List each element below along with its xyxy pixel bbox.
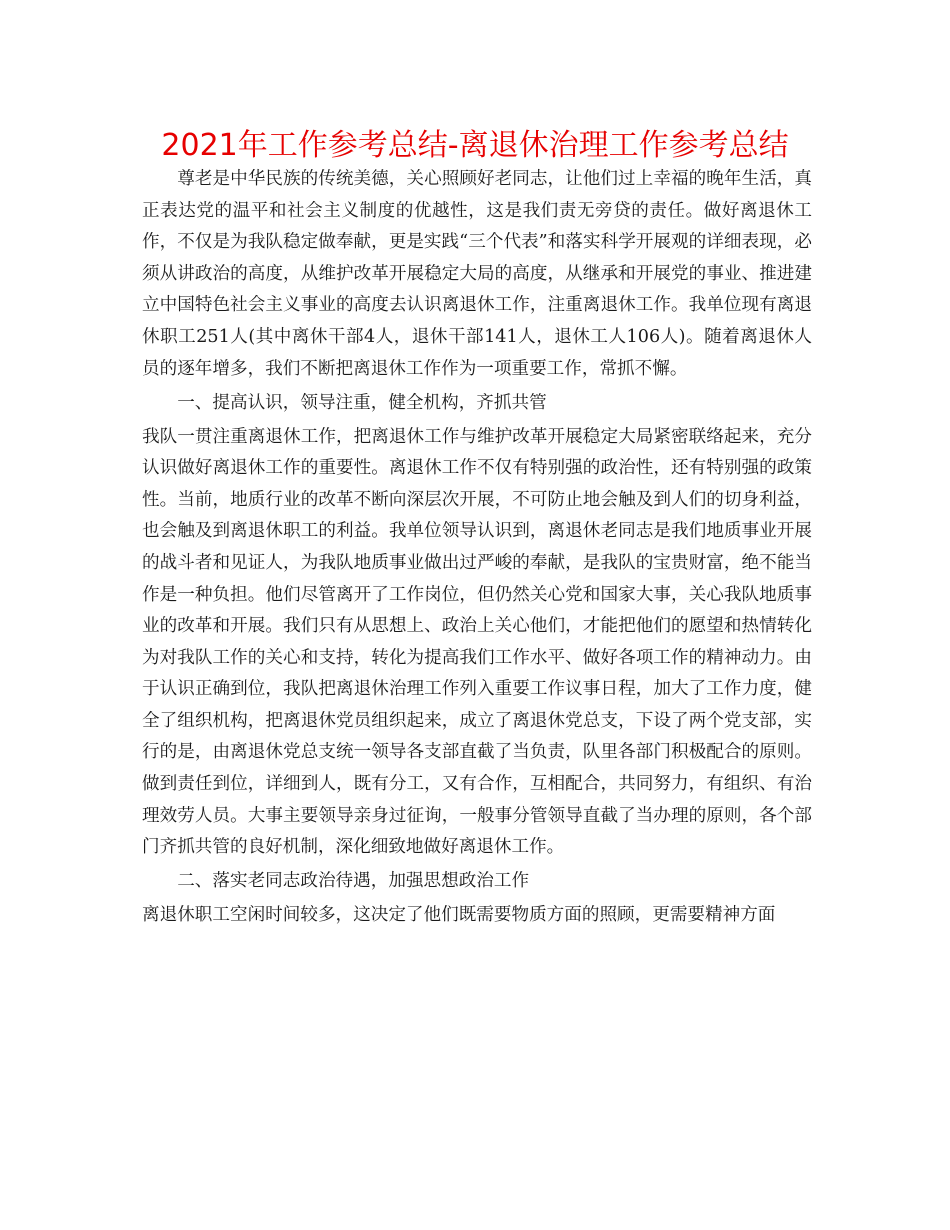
section-heading-2: 二、落实老同志政治待遇，加强思想政治工作: [177, 871, 530, 892]
document-title: 2021年工作参考总结-离退休治理工作参考总结: [161, 128, 789, 163]
paragraph-section-2: 离退休职工空闲时间较多，这决定了他们既需要物质方面的照顾，更需要精神方面: [142, 905, 776, 926]
paragraph-intro: 尊老是中华民族的传统美德，关心照顾好老同志，让他们过上幸福的晚年生活，真正表达党的温平和社会主义制度的优越性，这是我们责无旁贷的责任。做好离退休工作，不仅是为我队稳定做奉献，更是实践“三个代表”和落实科学开展观的详细表现，必须从讲政治的高度，从维护改革开展稳定大局的高度，从继承和开展党的事业、推进建立中国特色社会主义事业的高度去认识离退休工作，注重离退休工作。我单位现有离退休职工251人(其中离休干部4人，退休干部141人，退休工人106人)。随着离退休人员的逐年增多，我们不断把离退休工作作为一项重要工作，常抓不懈。: [142, 169, 812, 379]
paragraph-section-1: 我队一贯注重离退休工作，把离退休工作与维护改革开展稳定大局紧密联络起来，充分认识做好离退休工作的重要性。离退休工作不仅有特别强的政治性，还有特别强的政策性。当前，地质行业的改革不断向深层次开展，不可防止地会触及到人们的切身利益，也会触及到离退休职工的利益。我单位领导认识到，离退休老同志是我们地质事业开展的战斗者和见证人，为我队地质事业做出过严峻的奉献，是我队的宝贵财富，绝不能当作是一种负担。他们尽管离开了工作岗位，但仍然关心党和国家大事，关心我队地质事业的改革和开展。我们只有从思想上、政治上关心他们，才能把他们的愿望和热情转化为对我队工作的关心和支持，转化为提高我们工作水平、做好各项工作的精神动力。由于认识正确到位，我队把离退休治理工作列入重要工作议事日程，加大了工作力度，健全了组织机构，把离退休党员组织起来，成立了离退休党总支，下设了两个党支部，实行的是，由离退休党总支统一领导各支部直截了当负责，队里各部门积极配合的原则。做到责任到位，详细到人，既有分工，又有合作，互相配合，共同努力，有组织、有治理效劳人员。大事主要领导亲身过征询，一般事分管领导直截了当办理的原则，各个部门齐抓共管的良好机制，深化细致地做好离退休工作。: [142, 426, 812, 858]
section-heading-1: 一、提高认识，领导注重，健全机构，齐抓共管: [177, 392, 547, 413]
document-body: [142, 164, 812, 932]
